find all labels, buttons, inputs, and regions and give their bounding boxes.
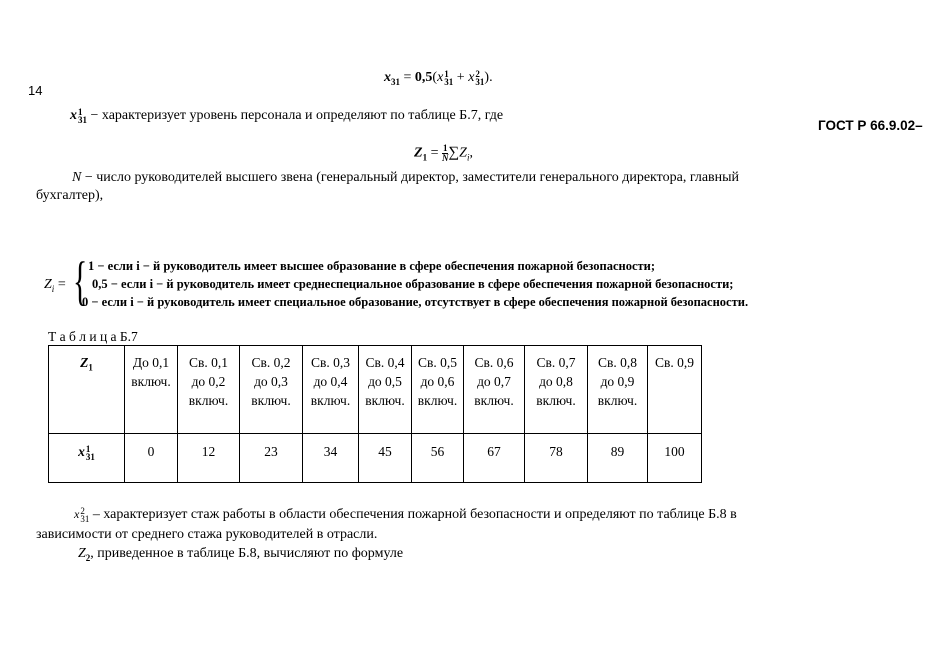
x31-2-description-cont: зависимости от среднего стажа руководителей в отрасли. [36, 527, 378, 542]
formula-x31-lhs: x [384, 70, 391, 86]
formula-x31 [384, 70, 493, 86]
table-header-cell [464, 346, 525, 434]
x31-1-description [70, 108, 503, 124]
x31-2-text: – характеризует стаж работы в области обеспечения пожарной безопасности и определяют по таблице Б.8 в [89, 507, 737, 523]
table-value-cell: 34 [303, 434, 359, 483]
header-line: включ. [188, 393, 229, 408]
formula-z1-lhs: Z [414, 145, 423, 161]
zi-lhs-symbol: Z [44, 277, 52, 292]
zi-lhs-sub: i [51, 283, 55, 294]
formula-x31-coef: 0,5 [414, 70, 433, 86]
row-label-x31-symbol: x [78, 444, 85, 459]
header-line: Св. 0,9 [654, 355, 694, 370]
zi-brace: { [73, 251, 88, 311]
header-line: включ. [597, 393, 638, 408]
z2-text: , приведенное в таблице Б.8, вычисляют по формуле [90, 546, 404, 561]
page-number: 14 [28, 83, 43, 98]
header-line: Св. 0,1 [188, 355, 228, 370]
header-line: включ. [417, 393, 458, 408]
row-label-z1-sub: 1 [88, 362, 93, 373]
formula-z1-lhs-sub: 1 [422, 152, 428, 163]
formula-z1-zi: Z [459, 145, 467, 161]
table-b7 [48, 345, 702, 483]
table-header-cell [240, 346, 303, 434]
table-value-cell: 89 [588, 434, 648, 483]
header-line: включ. [251, 393, 291, 408]
table-caption: Т а б л и ц а Б.7 [48, 329, 138, 344]
header-line: Св. 0,3 [310, 355, 350, 370]
zi-case-2: 0,5 − если i − й руководитель имеет среднеспециальное образование в сфере обеспечения пожарной безопасности; [92, 277, 734, 291]
x31-1-sup: 1 [78, 107, 83, 117]
header-line: включ. [310, 393, 351, 408]
formula-z1-frac-num: 1 [442, 143, 448, 153]
n-description [72, 170, 739, 186]
formula-z1 [414, 144, 473, 163]
formula-x31-lhs-sub: 31 [391, 77, 400, 88]
formula-z1-zi-sub: i [466, 152, 470, 163]
header-line: до 0,6 [420, 374, 455, 389]
formula-z1-sum: ∑ [448, 144, 460, 161]
table-header-cell [359, 346, 412, 434]
table-header-cell [525, 346, 588, 434]
header-line: до 0,2 [191, 374, 226, 389]
n-text: число руководителей высшего звена (генеральный директор, заместители генерального директора, главный [96, 170, 740, 185]
x31-1-sub: 31 [78, 115, 87, 125]
formula-z1-frac-den: N [441, 153, 449, 163]
zi-case-3: 0 − если i − й руководитель имеет специальное образование, отсутствует в сфере обеспечения пожарной безопасности. [82, 295, 749, 309]
header-line: включ. [474, 393, 514, 408]
table-row [49, 346, 702, 434]
table-value-cell: 45 [359, 434, 412, 483]
gost-header: ГОСТ Р 66.9.02– [818, 118, 923, 133]
header-line: Св. 0,8 [597, 355, 637, 370]
table-header-cell [303, 346, 359, 434]
row-label-x31 [49, 434, 125, 483]
header-line: включ. [536, 393, 576, 408]
table-value-cell: 0 [125, 434, 178, 483]
x31-2-sup: 2 [80, 506, 85, 516]
header-line: до 0,7 [477, 374, 511, 389]
header-line: до 0,8 [539, 374, 573, 389]
x31-2-symbol: x [74, 507, 80, 522]
n-symbol: N [72, 170, 82, 185]
formula-x31-eq: = [400, 70, 415, 86]
formula-x31-x1: x [437, 70, 444, 86]
z2-symbol: Z [78, 546, 86, 561]
table-header-cell [648, 346, 702, 434]
header-line: Св. 0,7 [536, 355, 576, 370]
formula-x31-x1-sup: 1 [444, 69, 449, 79]
header-line: Св. 0,6 [474, 355, 514, 370]
table-value-cell: 56 [412, 434, 464, 483]
x31-1-text: − характеризует уровень персонала и определяют по таблице Б.7, где [87, 108, 504, 124]
table-value-cell: 12 [178, 434, 240, 483]
table-header-cell [178, 346, 240, 434]
table-value-cell: 23 [240, 434, 303, 483]
table-header-cell [125, 346, 178, 434]
n-description-cont: бухгалтер), [36, 188, 104, 203]
formula-z1-eq: = [427, 145, 442, 161]
header-line: Св. 0,2 [251, 355, 291, 370]
x31-2-description [74, 507, 737, 523]
row-label-x31-sup: 1 [85, 443, 91, 454]
formula-x31-x2: x [468, 70, 475, 86]
header-line: до 0,4 [313, 374, 348, 389]
formula-x31-open: ( [432, 70, 438, 86]
n-dash: − [81, 170, 97, 185]
header-line: включ. [131, 374, 171, 389]
formula-x31-close: ). [484, 70, 493, 86]
row-label-z1 [49, 346, 125, 434]
table-value-cell: 100 [648, 434, 702, 483]
x31-1-symbol: x [70, 108, 77, 124]
formula-x31-x1-sub: 31 [444, 77, 454, 87]
z2-sub: 2 [85, 552, 91, 563]
table-value-cell: 78 [525, 434, 588, 483]
formula-x31-x2-sup: 2 [475, 69, 480, 79]
header-line: до 0,9 [600, 374, 635, 389]
formula-x31-x2-sub: 31 [475, 77, 485, 87]
row-label-z1-symbol: Z [80, 355, 89, 370]
table-header-cell [412, 346, 464, 434]
table-row [49, 434, 702, 483]
table-value-cell: 67 [464, 434, 525, 483]
zi-case-1: 1 − если i − й руководитель имеет высшее образование в сфере обеспечения пожарной безопасности; [88, 259, 656, 273]
row-label-x31-sub: 31 [85, 451, 95, 462]
header-line: до 0,3 [254, 374, 288, 389]
header-line: До 0,1 [132, 355, 170, 370]
zi-eq: = [54, 277, 66, 292]
header-line: Св. 0,4 [365, 355, 405, 370]
zi-lhs [44, 277, 66, 293]
table-header-cell [588, 346, 648, 434]
header-line: до 0,5 [368, 374, 402, 389]
header-line: включ. [365, 393, 405, 408]
z2-description [78, 546, 403, 562]
header-line: Св. 0,5 [417, 355, 457, 370]
x31-2-sub: 31 [80, 514, 90, 524]
formula-x31-plus: + [453, 70, 469, 86]
formula-z1-tail: , [469, 145, 473, 161]
